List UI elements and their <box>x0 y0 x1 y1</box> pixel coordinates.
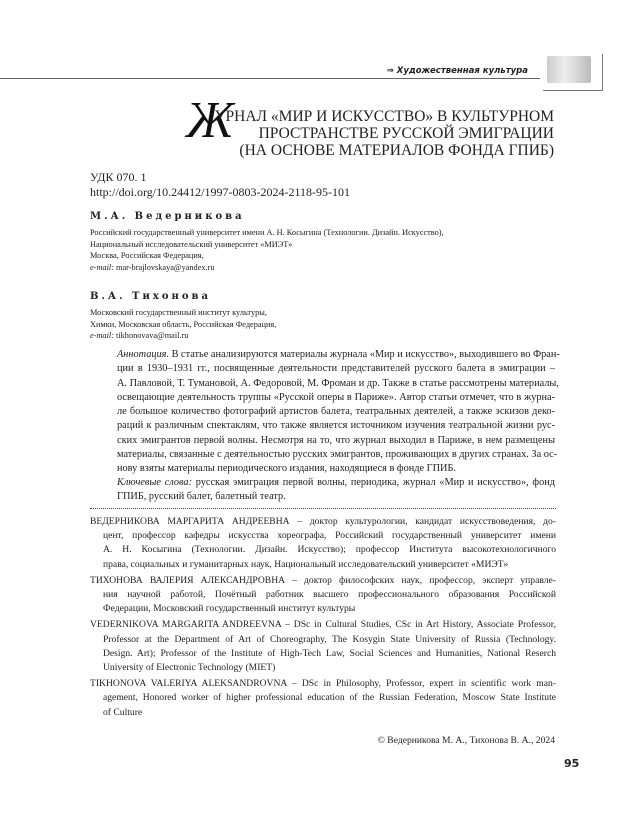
author-name: В.А. Тихонова <box>90 291 211 302</box>
udk: УДК 070. 1 <box>90 170 147 184</box>
author-affiliation <box>90 307 276 342</box>
column-capital-logo-icon <box>543 54 603 91</box>
abstract-label: Аннотация. <box>117 349 170 360</box>
bio-line: А. Н. Косыгина (Технологии. Дизайн. Искусство); профессор Института высокотехнологичного <box>103 544 556 556</box>
bio-entry <box>90 677 556 720</box>
dotted-divider <box>90 508 556 509</box>
author-affiliation <box>90 227 444 273</box>
bio-line: права, социальных и гуманитарных наук, Национальный исследовательский университет «МИЭТ» <box>103 558 509 570</box>
abstract-line: нову взяты материалы периодического издания, находящиеся в фонде ГПИБ. <box>117 463 456 475</box>
affil-line: Московский государственный институт культуры, <box>90 308 267 317</box>
affil-line: Национальный исследовательский университет «МИЭТ» <box>90 239 293 249</box>
title-line: (НА ОСНОВЕ МАТЕРИАЛОВ ФОНДА ГПИБ) <box>239 142 554 159</box>
abstract-line: ских эмигрантов первой волны. Несмотря на то, что журнал выходил в Париже, в нем размещены <box>117 434 555 446</box>
abstract-line: В статье анализируются материалы журнала «Мир и искусство», выходившего во Фран- <box>169 349 560 360</box>
bio-line: University of Electronic Technology (MIET) <box>103 662 276 674</box>
title-line: УРНАЛ «МИР И ИСКУССТВО» В КУЛЬТУРНОМ <box>214 108 554 125</box>
author-name: М.А. Ведерникова <box>90 211 245 222</box>
keywords-line: русская эмиграция первой волны, периодика, журнал «Мир и искусство», фонд <box>192 477 555 488</box>
bio-line: Professor at the Department of Art of Choreography, The Kosygin State University of Russia (Technology. <box>103 633 556 645</box>
doi-link[interactable]: http://doi.org/10.24412/1997-0803-2024-2118-95-101 <box>90 185 350 199</box>
abstract-line: А. Павловой, Т. Тумановой, А. Федоровой, М. Фроман и др. Также в статье рассмотрены материалы, <box>117 377 559 389</box>
keywords <box>117 476 555 505</box>
keywords-label: Ключевые слова: <box>117 477 192 488</box>
title-initial: Ж <box>186 92 234 149</box>
author-email[interactable]: mar-brajlovskaya@yandex.ru <box>116 262 215 272</box>
abstract-line: материалы, связанные с деятельностью русских эмигрантов, проживающих в других странах. За ос- <box>117 449 558 461</box>
bio-line: ВЕДЕРНИКОВА МАРГАРИТА АНДРЕЕВНА – доктор культурологии, кандидат искусствоведения, до- <box>90 516 556 527</box>
title-line: ПРОСТРАНСТВЕ РУССКОЙ ЭМИГРАЦИИ <box>258 125 554 142</box>
header-rule <box>0 78 540 79</box>
author-email[interactable]: tikhonovava@mail.ru <box>116 331 189 340</box>
abstract-line: раций к различным спектаклям, что также является источником изучения театральной жизни рус- <box>117 420 555 432</box>
bio-line: agement, Honored worker of higher professional education of the Russian Federation, Moscow State Institute <box>103 692 556 704</box>
bio-line: Design. Art); Professor of the Institute of High-Tech Law, Social Sciences and Humanities, National Reserch <box>103 647 556 659</box>
copyright: © Ведерникова М. А., Тихонова В. А., 2024 <box>377 735 555 746</box>
bio-line: TIKHONOVA VALERIYA ALEKSANDROVNA – DSc in Philosophy, Professor, expert in scientific work man- <box>90 678 556 690</box>
affil-line: Российский государственный университет имени А. Н. Косыгина (Технологии. Дизайн. Искусство), <box>90 228 444 237</box>
bio-entry <box>90 618 556 675</box>
abstract <box>117 348 560 477</box>
article-title <box>215 108 554 159</box>
bio-line: цент, профессор кафедры искусства хореографа, Российский государственный университет имени <box>103 530 556 542</box>
udk-block <box>90 170 350 200</box>
bio-line: ния научной работой, Почётный работник высшего профессионального образования Российской <box>103 589 556 601</box>
affil-line: Москва, Российская Федерация, <box>90 251 204 260</box>
bio-entry <box>90 515 556 572</box>
section-title: ⇒ Художественная культура <box>386 66 528 76</box>
bio-line: ТИХОНОВА ВАЛЕРИЯ АЛЕКСАНДРОВНА – доктор философских наук, профессор, эксперт управле- <box>90 574 556 586</box>
bio-entry <box>90 574 556 617</box>
author-bios <box>90 515 556 722</box>
abstract-line: ции в 1930–1931 гг., посвященные деятельности представителей русского балета в эмиграции – <box>117 363 555 375</box>
keywords-line: ГПИБ, русский балет, балетный театр. <box>117 491 286 503</box>
abstract-line: освещающие деятельность труппы «Русской оперы в Париже». Автор статьи отмечет, что в журна- <box>117 391 555 403</box>
email-label: e-mail: <box>90 331 114 340</box>
affil-line: Химки, Московская область, Российская Федерация, <box>90 319 277 329</box>
bio-line: VEDERNIKOVA MARGARITA ANDREEVNA – DSc in Cultural Studies, CSc in Art History, Associate Professor, <box>90 619 556 631</box>
bio-line: Федерации, Московский государственный институт культуры <box>103 603 356 615</box>
abstract-line: ле большое количество фотографий артистов балета, театральных деятелей, а также эскизов деко- <box>117 406 555 418</box>
page-number: 95 <box>564 757 580 770</box>
email-label: e-mail: <box>90 262 114 272</box>
bio-line: of Culture <box>103 706 143 718</box>
